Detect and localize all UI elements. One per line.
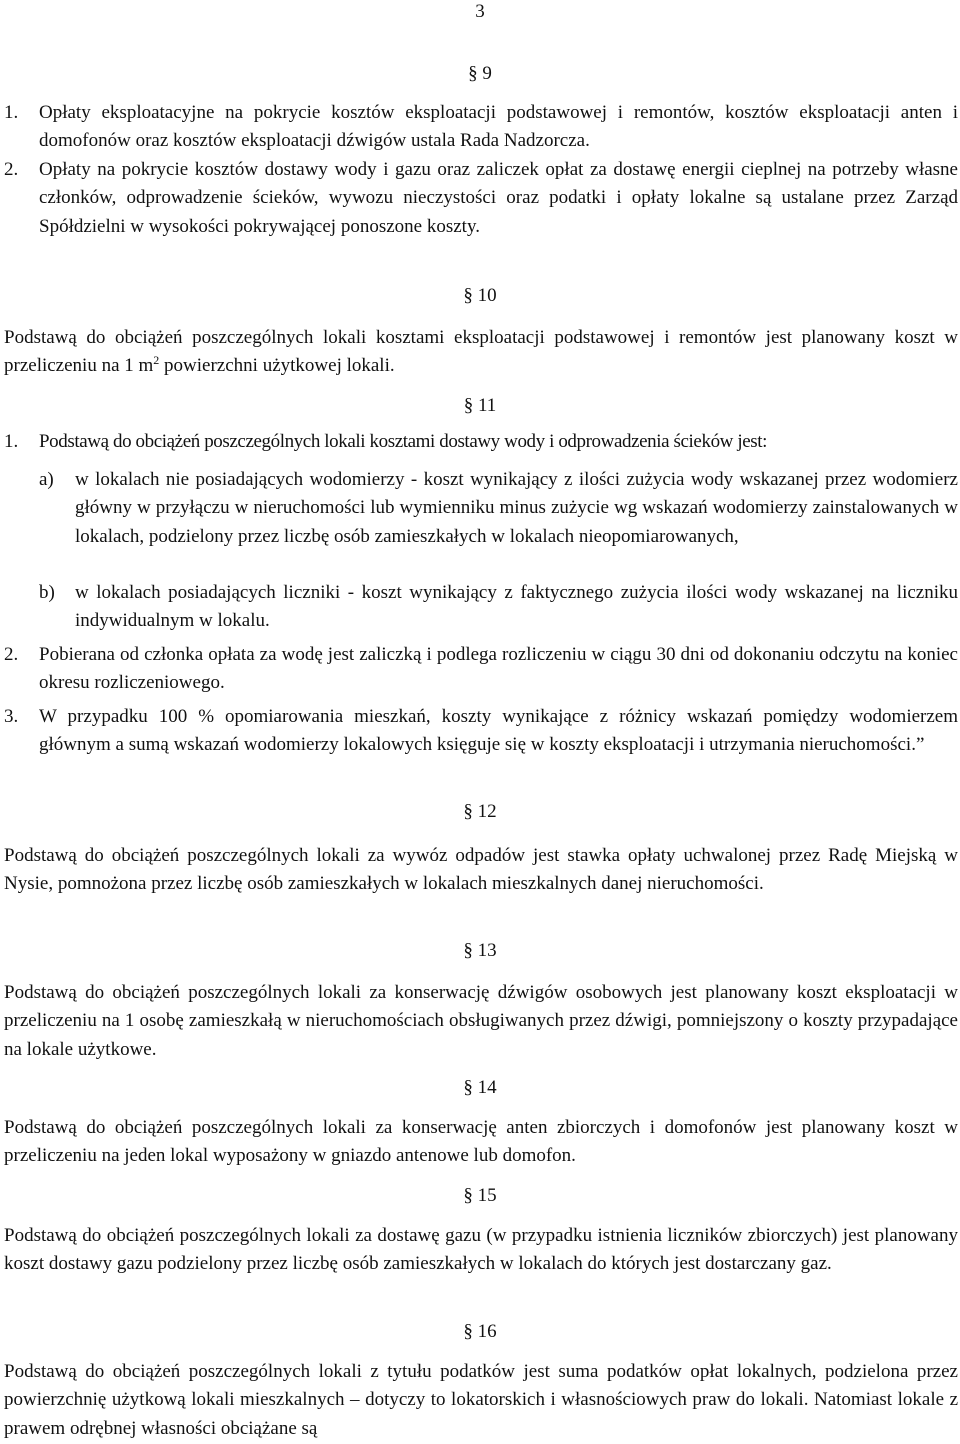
s11-item-2 bbox=[4, 641, 958, 698]
section-15-heading: § 15 bbox=[463, 1185, 497, 1206]
s14-paragraph: Podstawą do obciążeń poszczególnych lokali za konserwację anten zbiorczych i domofonów jest planowany koszt w przeliczeniu na jeden lokal wyposażony w gniazdo antenowe lub domofon. bbox=[4, 1117, 958, 1167]
s10-superscript: 2 bbox=[153, 353, 160, 368]
s11-sub-b bbox=[39, 579, 958, 636]
s10-text-before: Podstawą do obciążeń poszczególnych lokali kosztami eksploatacji podstawowej i remontów jest planowany koszt w przeliczeniu na 1 m bbox=[4, 327, 958, 377]
s11-item-3-text: W przypadku 100 % opomiarowania mieszkań, koszty wynikające z różnicy wskazań pomiędzy wodomierzem głównym a sumą wskazań wodomierzy lokalowych księguje się w koszty eksploatacji i utrzymania nieruchomości.” bbox=[39, 706, 958, 756]
section-10-heading: § 10 bbox=[463, 285, 497, 306]
s12-paragraph: Podstawą do obciążeń poszczególnych lokali za wywóz odpadów jest stawka opłaty uchwalonej przez Radę Miejską w Nysie, pomnożona przez liczbę osób zamieszkałych w lokalach mieszkalnych danej nieruchomości. bbox=[4, 845, 958, 895]
s11-item-2-number: 2. bbox=[4, 644, 19, 665]
s10-text-after: powierzchni użytkowej lokali. bbox=[159, 355, 395, 377]
s9-item-2-number: 2. bbox=[4, 159, 19, 180]
s9-item-2 bbox=[4, 156, 958, 241]
section-11-heading: § 11 bbox=[463, 395, 497, 416]
s15-paragraph: Podstawą do obciążeń poszczególnych lokali za dostawę gazu (w przypadku istnienia liczników zbiorczych) jest planowany koszt dostawy gazu podzielony przez liczbę osób zamieszkałych w lokalach do których jest dostarczany gaz. bbox=[4, 1225, 958, 1275]
s9-item-2-text: Opłaty na pokrycie kosztów dostawy wody i gazu oraz zaliczek opłat za dostawę energii cieplnej na potrzeby własne członków, odprowadzenie ścieków, wywozu nieczystości oraz podatki i opłaty lokalne są ustalane przez Zarząd Spółdzielni w wysokości pokrywającej ponoszone koszty. bbox=[39, 159, 958, 237]
s11-sub-b-letter: b) bbox=[39, 582, 55, 603]
s9-item-1 bbox=[4, 99, 958, 156]
s11-sub-a-letter: a) bbox=[39, 469, 54, 490]
s9-item-1-number: 1. bbox=[4, 102, 19, 123]
s11-item-1-text: Podstawą do obciążeń poszczególnych lokali kosztami dostawy wody i odprowadzenia ścieków jest: bbox=[39, 431, 768, 452]
s11-item-3-number: 3. bbox=[4, 706, 19, 727]
section-16-heading: § 16 bbox=[463, 1321, 497, 1342]
section-12-heading: § 12 bbox=[463, 801, 497, 822]
s11-item-1 bbox=[4, 428, 958, 456]
s11-sub-a bbox=[39, 466, 958, 551]
s11-item-3 bbox=[4, 703, 958, 760]
section-14-heading: § 14 bbox=[463, 1077, 497, 1098]
s10-paragraph bbox=[4, 324, 958, 381]
s9-item-1-text: Opłaty eksploatacyjne na pokrycie kosztów eksploatacji podstawowej i remontów, kosztów eksploatacji anten i domofonów oraz kosztów eksploatacji dźwigów ustala Rada Nadzorcza. bbox=[39, 102, 958, 152]
s11-sub-a-text: w lokalach nie posiadających wodomierzy - koszt wynikający z ilości zużycia wody wskazanej przez wodomierz główny w przyłączu w nieruchomości lub wymienniku minus zużycie wg wskazań wodomierzy zainstalowanych w lokalach, podzielony przez liczbę osób zamieszkałych w lokalach nieopomiarowanych, bbox=[75, 469, 958, 547]
s11-item-1-number: 1. bbox=[4, 431, 19, 452]
page-number: 3 bbox=[475, 1, 485, 22]
section-13-heading: § 13 bbox=[463, 940, 497, 961]
s13-paragraph: Podstawą do obciążeń poszczególnych lokali za konserwację dźwigów osobowych jest planowany koszt eksploatacji w przeliczeniu na 1 osobę zamieszkałą w nieruchomościach obsługiwanych przez dźwigi, pomniejszony o koszty przypadające na lokale użytkowe. bbox=[4, 982, 958, 1060]
s11-item-2-text: Pobierana od członka opłata za wodę jest zaliczką i podlega rozliczeniu w ciągu 30 dni od dokonaniu odczytu na koniec okresu rozliczeniowego. bbox=[39, 644, 958, 694]
section-9-heading: § 9 bbox=[468, 63, 492, 84]
s11-sub-b-text: w lokalach posiadających liczniki - koszt wynikający z faktycznego zużycia ilości wody wskazanej na liczniku indywidualnym w lokalu. bbox=[75, 582, 958, 632]
s16-paragraph: Podstawą do obciążeń poszczególnych lokali z tytułu podatków jest suma podatków opłat lokalnych, podzielona przez powierzchnię użytkową lokali mieszkalnych – dotyczy to lokatorskich i własnościowych praw do lokali. Natomiast lokale z prawem odrębnej własności obciążane są bbox=[4, 1361, 958, 1439]
